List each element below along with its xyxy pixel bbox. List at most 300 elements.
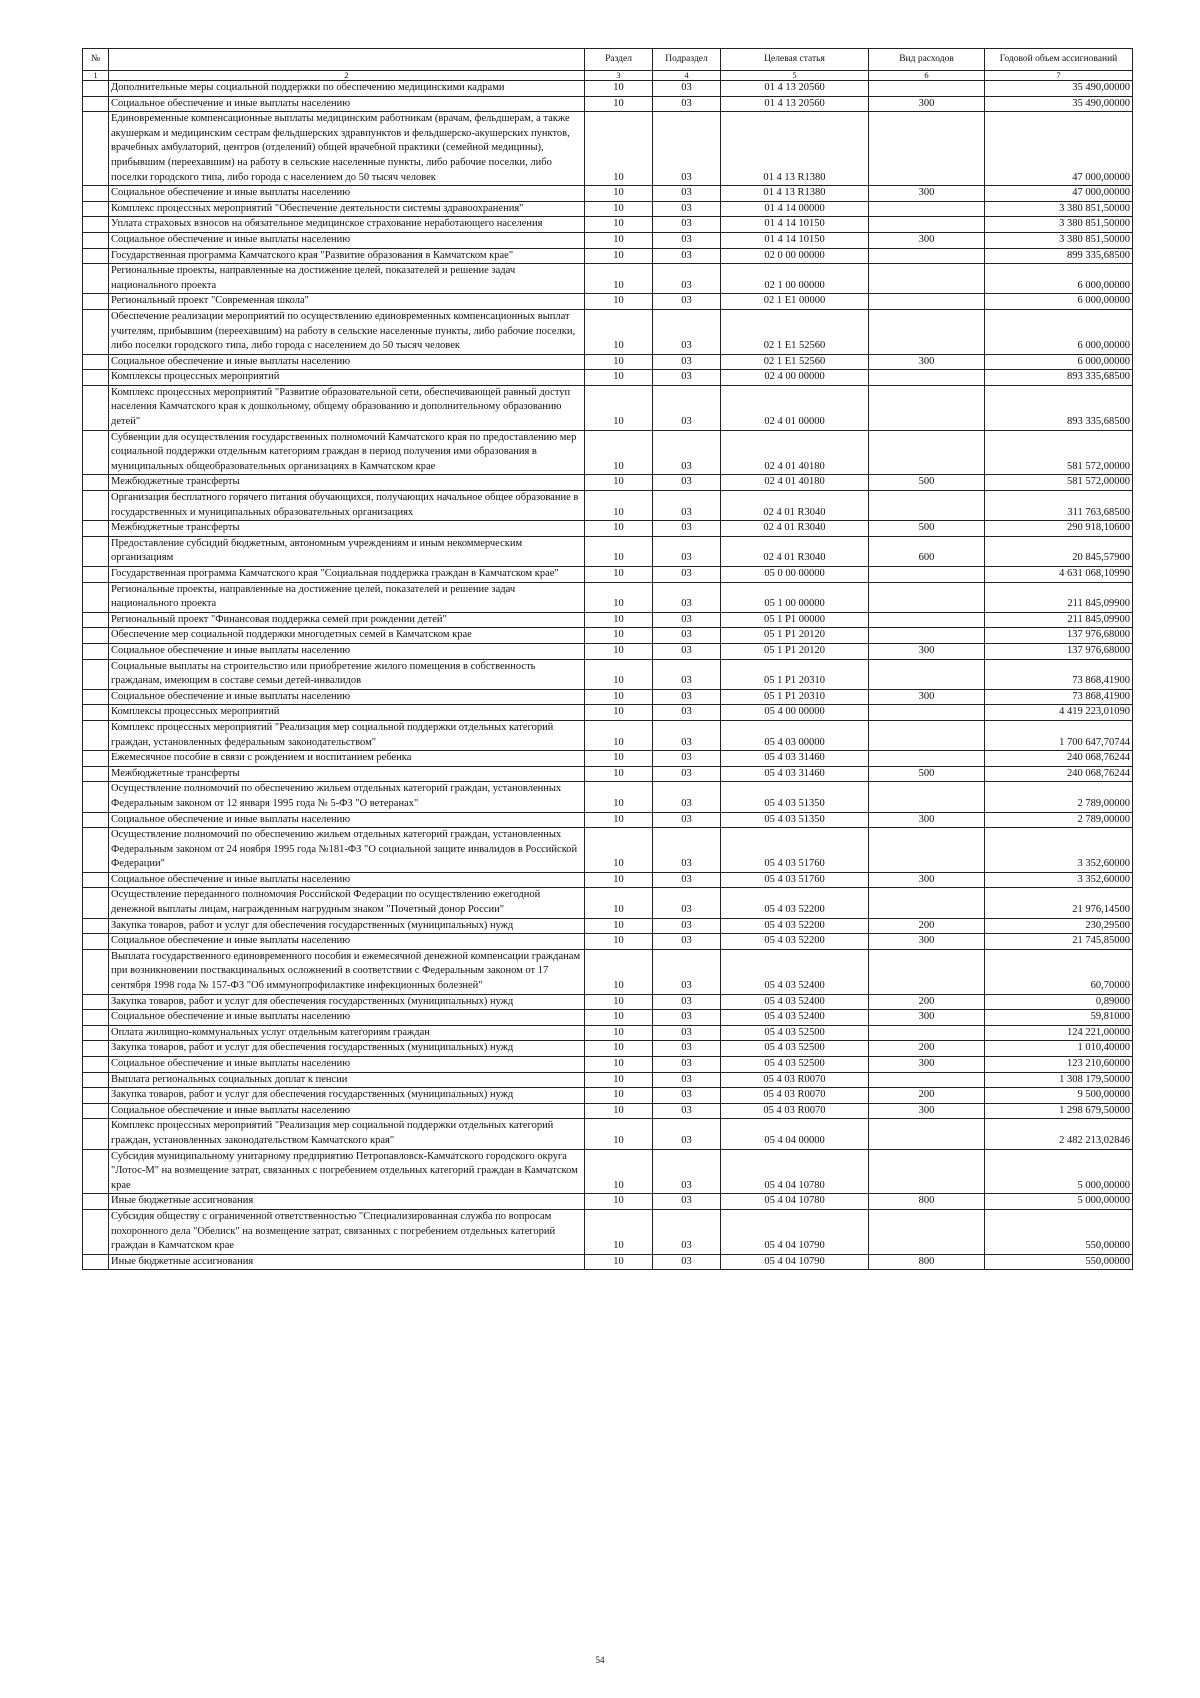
expense-type-cell — [869, 582, 985, 612]
subsection-cell: 03 — [653, 1041, 721, 1057]
section-cell: 10 — [585, 536, 653, 566]
section-cell: 10 — [585, 430, 653, 475]
target-article-cell: 05 4 03 R0070 — [721, 1072, 869, 1088]
amount-cell: 3 380 851,50000 — [985, 217, 1133, 233]
target-article-cell: 05 4 03 52200 — [721, 934, 869, 950]
table-row — [83, 201, 1133, 217]
table-row — [83, 643, 1133, 659]
row-number-cell — [83, 430, 109, 475]
subsection-cell: 03 — [653, 1149, 721, 1194]
table-row — [83, 217, 1133, 233]
table-body — [83, 81, 1133, 1270]
subsection-cell: 03 — [653, 705, 721, 721]
table-row — [83, 1025, 1133, 1041]
amount-cell: 5 000,00000 — [985, 1194, 1133, 1210]
amount-cell: 21 745,85000 — [985, 934, 1133, 950]
target-article-cell: 05 4 03 51760 — [721, 828, 869, 873]
section-cell: 10 — [585, 918, 653, 934]
item-name-cell: Комплексы процессных мероприятий — [109, 705, 585, 721]
table-row — [83, 949, 1133, 994]
subsection-cell: 03 — [653, 720, 721, 750]
target-article-cell: 05 4 04 10780 — [721, 1149, 869, 1194]
table-row — [83, 1119, 1133, 1149]
amount-cell: 137 976,68000 — [985, 643, 1133, 659]
amount-cell: 35 490,00000 — [985, 96, 1133, 112]
item-name-cell: Осуществление полномочий по обеспечению жильем отдельных категорий граждан, установленных Федеральным законом от 24 ноября 1995 года №181-ФЗ "О социальной защите инвалидов в Российской Федерации" — [109, 828, 585, 873]
amount-cell: 3 352,60000 — [985, 872, 1133, 888]
item-name-cell: Закупка товаров, работ и услуг для обеспечения государственных (муниципальных) нужд — [109, 1041, 585, 1057]
section-cell: 10 — [585, 96, 653, 112]
row-number-cell — [83, 628, 109, 644]
item-name-cell: Государственная программа Камчатского края "Социальная поддержка граждан в Камчатском крае" — [109, 567, 585, 583]
item-name-cell: Социальное обеспечение и иные выплаты населению — [109, 186, 585, 202]
section-cell: 10 — [585, 1209, 653, 1254]
expense-type-cell: 200 — [869, 1041, 985, 1057]
amount-cell: 211 845,09900 — [985, 582, 1133, 612]
table-row — [83, 385, 1133, 430]
header-name — [109, 49, 585, 71]
expense-type-cell — [869, 309, 985, 354]
table-row — [83, 1072, 1133, 1088]
subsection-cell: 03 — [653, 1010, 721, 1026]
target-article-cell: 05 4 03 52500 — [721, 1057, 869, 1073]
row-number-cell — [83, 949, 109, 994]
row-number-cell — [83, 1103, 109, 1119]
row-number-cell — [83, 112, 109, 186]
row-number-cell — [83, 1041, 109, 1057]
expense-type-cell — [869, 1072, 985, 1088]
item-name-cell: Оплата жилищно-коммунальных услуг отдельным категориям граждан — [109, 1025, 585, 1041]
row-number-cell — [83, 294, 109, 310]
amount-cell: 3 380 851,50000 — [985, 201, 1133, 217]
item-name-cell: Социальные выплаты на строительство или приобретение жилого помещения в собственность гражданам, имеющим в составе семьи детей-инвалидов — [109, 659, 585, 689]
expense-type-cell — [869, 888, 985, 918]
target-article-cell: 05 4 03 51350 — [721, 782, 869, 812]
table-row — [83, 1103, 1133, 1119]
section-cell: 10 — [585, 888, 653, 918]
item-name-cell: Уплата страховых взносов на обязательное медицинское страхование неработающего населения — [109, 217, 585, 233]
subsection-cell: 03 — [653, 1119, 721, 1149]
table-row — [83, 994, 1133, 1010]
amount-cell: 3 352,60000 — [985, 828, 1133, 873]
item-name-cell: Региональные проекты, направленные на достижение целей, показателей и решение задач национального проекта — [109, 264, 585, 294]
amount-cell: 0,89000 — [985, 994, 1133, 1010]
column-number: 3 — [585, 71, 653, 81]
expense-type-cell: 800 — [869, 1194, 985, 1210]
subsection-cell: 03 — [653, 112, 721, 186]
table-row — [83, 872, 1133, 888]
subsection-cell: 03 — [653, 232, 721, 248]
target-article-cell: 05 4 00 00000 — [721, 705, 869, 721]
subsection-cell: 03 — [653, 201, 721, 217]
row-number-cell — [83, 370, 109, 386]
target-article-cell: 05 0 00 00000 — [721, 567, 869, 583]
subsection-cell: 03 — [653, 782, 721, 812]
table-row — [83, 294, 1133, 310]
target-article-cell: 05 4 03 52200 — [721, 918, 869, 934]
amount-cell: 893 335,68500 — [985, 370, 1133, 386]
table-row — [83, 1088, 1133, 1104]
table-row — [83, 812, 1133, 828]
target-article-cell: 02 1 E1 52560 — [721, 309, 869, 354]
section-cell: 10 — [585, 994, 653, 1010]
item-name-cell: Субсидия муниципальному унитарному предприятию Петропавловск-Камчатского городского округа "Лотос-М" на возмещение затрат, связанных с погребением отдельных категорий граждан в Камчатском крае — [109, 1149, 585, 1194]
item-name-cell: Иные бюджетные ассигнования — [109, 1254, 585, 1270]
expense-type-cell — [869, 264, 985, 294]
expense-type-cell: 300 — [869, 643, 985, 659]
column-number: 7 — [985, 71, 1133, 81]
amount-cell: 21 976,14500 — [985, 888, 1133, 918]
subsection-cell: 03 — [653, 918, 721, 934]
expense-type-cell: 300 — [869, 872, 985, 888]
subsection-cell: 03 — [653, 766, 721, 782]
section-cell: 10 — [585, 217, 653, 233]
expense-type-cell — [869, 491, 985, 521]
amount-cell: 1 298 679,50000 — [985, 1103, 1133, 1119]
table-row — [83, 96, 1133, 112]
target-article-cell: 01 4 13 20560 — [721, 96, 869, 112]
section-cell: 10 — [585, 81, 653, 97]
subsection-cell: 03 — [653, 430, 721, 475]
budget-table-sheet — [82, 48, 1132, 1270]
target-article-cell: 05 4 03 52500 — [721, 1041, 869, 1057]
target-article-cell: 05 1 00 00000 — [721, 582, 869, 612]
subsection-cell: 03 — [653, 994, 721, 1010]
row-number-cell — [83, 751, 109, 767]
expense-type-cell — [869, 1025, 985, 1041]
target-article-cell: 02 1 00 00000 — [721, 264, 869, 294]
row-number-cell — [83, 705, 109, 721]
expense-type-cell — [869, 720, 985, 750]
item-name-cell: Социальное обеспечение и иные выплаты населению — [109, 96, 585, 112]
subsection-cell: 03 — [653, 643, 721, 659]
section-cell: 10 — [585, 1072, 653, 1088]
section-cell: 10 — [585, 385, 653, 430]
table-row — [83, 232, 1133, 248]
item-name-cell: Региональный проект "Современная школа" — [109, 294, 585, 310]
item-name-cell: Осуществление переданного полномочия Российской Федерации по осуществлению ежегодной денежной выплаты лицам, награжденным нагрудным знаком "Почетный донор России" — [109, 888, 585, 918]
target-article-cell: 05 1 P1 20310 — [721, 689, 869, 705]
row-number-cell — [83, 872, 109, 888]
expense-type-cell — [869, 1209, 985, 1254]
item-name-cell: Обеспечение реализации мероприятий по осуществлению единовременных компенсационных выплат учителям, прибывшим (переехавшим) на работу в сельские населенные пункты, либо рабочие поселки, либо поселки городского типа, либо города с населением до 50 тысяч человек — [109, 309, 585, 354]
amount-cell: 73 868,41900 — [985, 689, 1133, 705]
row-number-cell — [83, 217, 109, 233]
expense-type-cell — [869, 782, 985, 812]
expense-type-cell — [869, 201, 985, 217]
row-number-cell — [83, 1119, 109, 1149]
amount-cell: 5 000,00000 — [985, 1149, 1133, 1194]
item-name-cell: Социальное обеспечение и иные выплаты населению — [109, 689, 585, 705]
table-row — [83, 782, 1133, 812]
row-number-cell — [83, 309, 109, 354]
target-article-cell: 05 4 03 R0070 — [721, 1103, 869, 1119]
amount-cell: 240 068,76244 — [985, 766, 1133, 782]
section-cell: 10 — [585, 354, 653, 370]
expense-type-cell — [869, 751, 985, 767]
expense-type-cell: 500 — [869, 521, 985, 537]
section-cell: 10 — [585, 705, 653, 721]
target-article-cell: 01 4 13 R1380 — [721, 112, 869, 186]
section-cell: 10 — [585, 659, 653, 689]
table-row — [83, 689, 1133, 705]
amount-cell: 59,81000 — [985, 1010, 1133, 1026]
item-name-cell: Социальное обеспечение и иные выплаты населению — [109, 354, 585, 370]
table-row — [83, 491, 1133, 521]
item-name-cell: Организация бесплатного горячего питания обучающихся, получающих начальное общее образование в государственных и муниципальных образовательных организациях — [109, 491, 585, 521]
section-cell: 10 — [585, 1254, 653, 1270]
amount-cell: 1 700 647,70744 — [985, 720, 1133, 750]
expense-type-cell: 300 — [869, 186, 985, 202]
subsection-cell: 03 — [653, 370, 721, 386]
row-number-cell — [83, 567, 109, 583]
expense-type-cell: 500 — [869, 475, 985, 491]
section-cell: 10 — [585, 1057, 653, 1073]
expense-type-cell — [869, 81, 985, 97]
subsection-cell: 03 — [653, 567, 721, 583]
row-number-cell — [83, 689, 109, 705]
expense-type-cell — [869, 612, 985, 628]
item-name-cell: Выплата государственного единовременного пособия и ежемесячной денежной компенсации гражданам при возникновении поствакцинальных осложнений в соответствии с Федеральным законом от 17 сентября 1998 года № 157-ФЗ "Об иммунопрофилактике инфекционных болезней" — [109, 949, 585, 994]
table-row — [83, 309, 1133, 354]
expense-type-cell — [869, 294, 985, 310]
amount-cell: 137 976,68000 — [985, 628, 1133, 644]
subsection-cell: 03 — [653, 1057, 721, 1073]
target-article-cell: 01 4 13 R1380 — [721, 186, 869, 202]
amount-cell: 2 482 213,02846 — [985, 1119, 1133, 1149]
column-number-row — [83, 71, 1133, 81]
row-number-cell — [83, 1088, 109, 1104]
table-row — [83, 659, 1133, 689]
subsection-cell: 03 — [653, 475, 721, 491]
target-article-cell: 05 4 03 52500 — [721, 1025, 869, 1041]
target-article-cell: 05 4 03 51760 — [721, 872, 869, 888]
row-number-cell — [83, 612, 109, 628]
section-cell: 10 — [585, 949, 653, 994]
row-number-cell — [83, 385, 109, 430]
table-row — [83, 720, 1133, 750]
row-number-cell — [83, 1010, 109, 1026]
target-article-cell: 01 4 13 20560 — [721, 81, 869, 97]
item-name-cell: Социальное обеспечение и иные выплаты населению — [109, 1010, 585, 1026]
table-row — [83, 934, 1133, 950]
table-row — [83, 248, 1133, 264]
subsection-cell: 03 — [653, 689, 721, 705]
row-number-cell — [83, 1194, 109, 1210]
item-name-cell: Закупка товаров, работ и услуг для обеспечения государственных (муниципальных) нужд — [109, 1088, 585, 1104]
section-cell: 10 — [585, 248, 653, 264]
expense-type-cell — [869, 248, 985, 264]
target-article-cell: 02 0 00 00000 — [721, 248, 869, 264]
row-number-cell — [83, 248, 109, 264]
subsection-cell: 03 — [653, 309, 721, 354]
target-article-cell: 05 4 04 00000 — [721, 1119, 869, 1149]
expense-type-cell: 300 — [869, 232, 985, 248]
target-article-cell: 05 4 03 52400 — [721, 1010, 869, 1026]
subsection-cell: 03 — [653, 354, 721, 370]
page-number: 54 — [595, 1655, 605, 1665]
item-name-cell: Социальное обеспечение и иные выплаты населению — [109, 872, 585, 888]
amount-cell: 550,00000 — [985, 1254, 1133, 1270]
row-number-cell — [83, 536, 109, 566]
section-cell: 10 — [585, 264, 653, 294]
subsection-cell: 03 — [653, 1072, 721, 1088]
item-name-cell: Субсидия обществу с ограниченной ответственностью "Специализированная служба по вопросам похоронного дела "Обелиск" на возмещение затрат, связанных с погребением отдельных категорий граждан в Камчатском крае — [109, 1209, 585, 1254]
expense-type-cell — [869, 659, 985, 689]
expense-type-cell — [869, 705, 985, 721]
row-number-cell — [83, 521, 109, 537]
table-row — [83, 370, 1133, 386]
table-row — [83, 628, 1133, 644]
amount-cell: 290 918,10600 — [985, 521, 1133, 537]
section-cell: 10 — [585, 766, 653, 782]
amount-cell: 6 000,00000 — [985, 354, 1133, 370]
target-article-cell: 05 4 04 10790 — [721, 1209, 869, 1254]
subsection-cell: 03 — [653, 751, 721, 767]
expense-type-cell: 300 — [869, 354, 985, 370]
header-target-article: Целевая статья — [721, 49, 869, 71]
row-number-cell — [83, 491, 109, 521]
amount-cell: 211 845,09900 — [985, 612, 1133, 628]
subsection-cell: 03 — [653, 385, 721, 430]
table-row — [83, 766, 1133, 782]
amount-cell: 893 335,68500 — [985, 385, 1133, 430]
column-number: 1 — [83, 71, 109, 81]
row-number-cell — [83, 994, 109, 1010]
amount-cell: 47 000,00000 — [985, 112, 1133, 186]
subsection-cell: 03 — [653, 1103, 721, 1119]
subsection-cell: 03 — [653, 1209, 721, 1254]
expense-type-cell: 300 — [869, 934, 985, 950]
target-article-cell: 05 4 03 31460 — [721, 766, 869, 782]
table-row — [83, 1041, 1133, 1057]
target-article-cell: 01 4 14 00000 — [721, 201, 869, 217]
target-article-cell: 02 4 01 R3040 — [721, 536, 869, 566]
item-name-cell: Иные бюджетные ассигнования — [109, 1194, 585, 1210]
row-number-cell — [83, 828, 109, 873]
row-number-cell — [83, 934, 109, 950]
section-cell: 10 — [585, 309, 653, 354]
amount-cell: 6 000,00000 — [985, 309, 1133, 354]
amount-cell: 124 221,00000 — [985, 1025, 1133, 1041]
target-article-cell: 02 4 01 40180 — [721, 475, 869, 491]
subsection-cell: 03 — [653, 96, 721, 112]
item-name-cell: Социальное обеспечение и иные выплаты населению — [109, 1103, 585, 1119]
amount-cell: 2 789,00000 — [985, 782, 1133, 812]
table-row — [83, 705, 1133, 721]
amount-cell: 311 763,68500 — [985, 491, 1133, 521]
table-row — [83, 751, 1133, 767]
target-article-cell: 05 1 P1 20120 — [721, 628, 869, 644]
row-number-cell — [83, 81, 109, 97]
item-name-cell: Обеспечение мер социальной поддержки многодетных семей в Камчатском крае — [109, 628, 585, 644]
item-name-cell: Дополнительные меры социальной поддержки по обеспечению медицинскими кадрами — [109, 81, 585, 97]
item-name-cell: Осуществление полномочий по обеспечению жильем отдельных категорий граждан, установленных Федеральным законом от 12 января 1995 года № 5-ФЗ "О ветеранах" — [109, 782, 585, 812]
expense-type-cell: 300 — [869, 812, 985, 828]
section-cell: 10 — [585, 628, 653, 644]
amount-cell: 240 068,76244 — [985, 751, 1133, 767]
item-name-cell: Закупка товаров, работ и услуг для обеспечения государственных (муниципальных) нужд — [109, 994, 585, 1010]
row-number-cell — [83, 1209, 109, 1254]
expense-type-cell — [869, 949, 985, 994]
subsection-cell: 03 — [653, 186, 721, 202]
subsection-cell: 03 — [653, 888, 721, 918]
row-number-cell — [83, 475, 109, 491]
expense-type-cell: 300 — [869, 1010, 985, 1026]
column-number: 5 — [721, 71, 869, 81]
expense-type-cell: 200 — [869, 1088, 985, 1104]
amount-cell: 230,29500 — [985, 918, 1133, 934]
section-cell: 10 — [585, 1088, 653, 1104]
table-row — [83, 828, 1133, 873]
table-row — [83, 1194, 1133, 1210]
amount-cell: 899 335,68500 — [985, 248, 1133, 264]
header-expense-type: Вид расходов — [869, 49, 985, 71]
section-cell: 10 — [585, 872, 653, 888]
expense-type-cell: 300 — [869, 96, 985, 112]
expense-type-cell: 300 — [869, 1103, 985, 1119]
expense-type-cell: 200 — [869, 994, 985, 1010]
amount-cell: 47 000,00000 — [985, 186, 1133, 202]
target-article-cell: 05 4 03 00000 — [721, 720, 869, 750]
item-name-cell: Социальное обеспечение и иные выплаты населению — [109, 643, 585, 659]
section-cell: 10 — [585, 720, 653, 750]
item-name-cell: Социальное обеспечение и иные выплаты населению — [109, 812, 585, 828]
item-name-cell: Комплекс процессных мероприятий "Обеспечение деятельности системы здравоохранения" — [109, 201, 585, 217]
target-article-cell: 02 4 01 00000 — [721, 385, 869, 430]
expense-type-cell: 800 — [869, 1254, 985, 1270]
subsection-cell: 03 — [653, 1254, 721, 1270]
subsection-cell: 03 — [653, 828, 721, 873]
amount-cell: 35 490,00000 — [985, 81, 1133, 97]
target-article-cell: 05 4 03 52200 — [721, 888, 869, 918]
row-number-cell — [83, 582, 109, 612]
row-number-cell — [83, 766, 109, 782]
table-row — [83, 888, 1133, 918]
section-cell: 10 — [585, 751, 653, 767]
subsection-cell: 03 — [653, 491, 721, 521]
section-cell: 10 — [585, 689, 653, 705]
section-cell: 10 — [585, 112, 653, 186]
target-article-cell: 02 4 01 R3040 — [721, 491, 869, 521]
section-cell: 10 — [585, 201, 653, 217]
item-name-cell: Социальное обеспечение и иные выплаты населению — [109, 1057, 585, 1073]
item-name-cell: Единовременные компенсационные выплаты медицинским работникам (врачам, фельдшерам, а также акушеркам и медицинским сестрам фельдшерских здравпунктов и фельдшерско-акушерских пунктов, врачебных амбулаторий, центров (отделений) общей врачебной практики (семейной медицины), прибывшим (переехавшим) на работу в сельские населенные пункты, либо рабочие поселки, либо поселки городского типа, либо города с населением до 50 тысяч человек — [109, 112, 585, 186]
column-number: 2 — [109, 71, 585, 81]
subsection-cell: 03 — [653, 294, 721, 310]
row-number-cell — [83, 888, 109, 918]
section-cell: 10 — [585, 186, 653, 202]
table-row — [83, 81, 1133, 97]
target-article-cell: 05 4 03 51350 — [721, 812, 869, 828]
expense-type-cell — [869, 370, 985, 386]
table-row — [83, 1057, 1133, 1073]
subsection-cell: 03 — [653, 872, 721, 888]
row-number-cell — [83, 1057, 109, 1073]
budget-table — [82, 48, 1133, 1270]
subsection-cell: 03 — [653, 1194, 721, 1210]
target-article-cell: 05 4 03 31460 — [721, 751, 869, 767]
expense-type-cell — [869, 628, 985, 644]
subsection-cell: 03 — [653, 1088, 721, 1104]
subsection-cell: 03 — [653, 248, 721, 264]
amount-cell: 60,70000 — [985, 949, 1133, 994]
item-name-cell: Закупка товаров, работ и услуг для обеспечения государственных (муниципальных) нужд — [109, 918, 585, 934]
amount-cell: 6 000,00000 — [985, 294, 1133, 310]
table-row — [83, 354, 1133, 370]
section-cell: 10 — [585, 232, 653, 248]
target-article-cell: 05 1 P1 20120 — [721, 643, 869, 659]
